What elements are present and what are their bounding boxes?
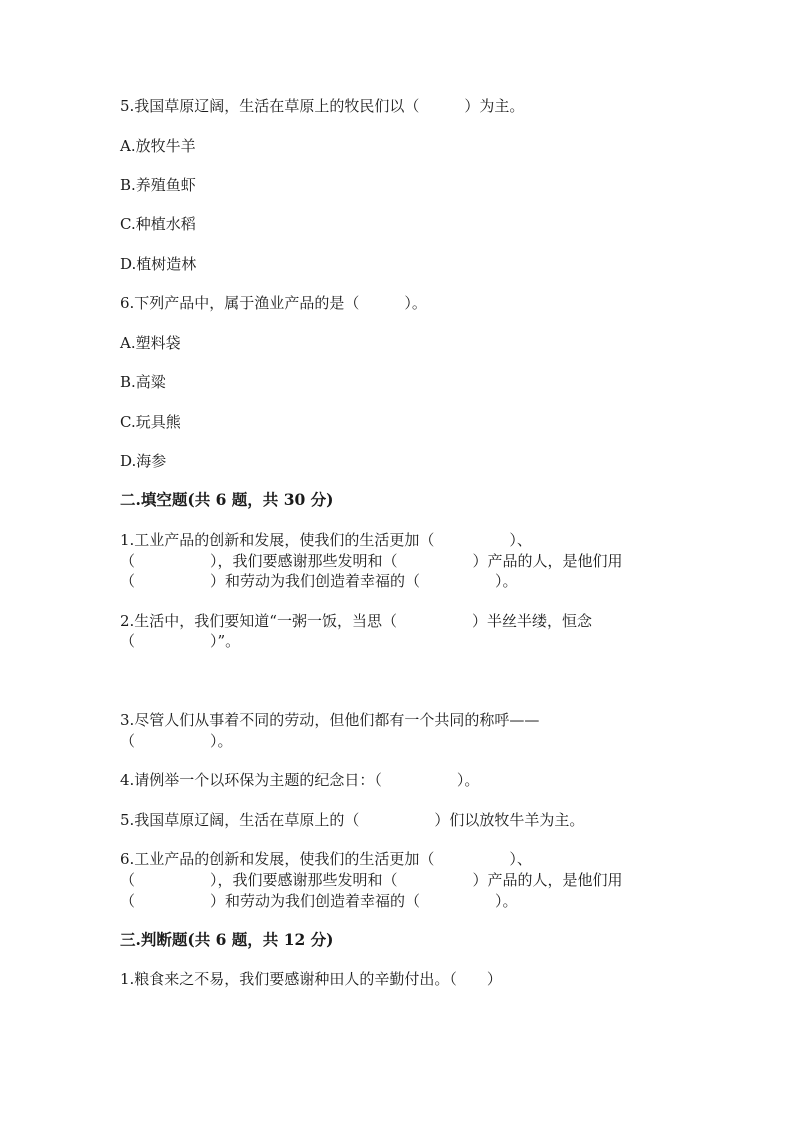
fill-q6-line-2: （ ），我们要感谢那些发明和（ ）产品的人，是他们用 xyxy=(120,871,623,889)
question-6-option-d: D.海参 xyxy=(120,452,167,470)
fill-q3-line-2: （ ）。 xyxy=(120,732,233,750)
fill-section-heading: 二.填空题(共 6 题，共 30 分) xyxy=(120,490,334,509)
fill-q1-line-3: （ ）和劳动为我们创造着幸福的（ ）。 xyxy=(120,572,518,590)
fill-q1-line-1: 1.工业产品的创新和发展，使我们的生活更加（ ）、 xyxy=(120,531,532,549)
question-6-stem: 6.下列产品中，属于渔业产品的是（ ）。 xyxy=(120,294,427,312)
fill-q2-line-2: （ ）”。 xyxy=(120,632,241,650)
question-5-stem: 5.我国草原辽阔，生活在草原上的牧民们以（ ）为主。 xyxy=(120,97,525,115)
question-5-option-b: B.养殖鱼虾 xyxy=(120,176,196,194)
judge-section-heading: 三.判断题(共 6 题，共 12 分) xyxy=(120,930,334,949)
fill-q3-line-1: 3.尽管人们从事着不同的劳动，但他们都有一个共同的称呼—— xyxy=(120,711,540,729)
question-5-option-d: D.植树造林 xyxy=(120,255,197,273)
question-6-option-a: A.塑料袋 xyxy=(120,334,181,352)
question-6-option-b: B.高粱 xyxy=(120,373,166,391)
fill-q5: 5.我国草原辽阔，生活在草原上的（ ）们以放牧牛羊为主。 xyxy=(120,811,585,829)
fill-q6-line-3: （ ）和劳动为我们创造着幸福的（ ）。 xyxy=(120,892,518,910)
fill-q4: 4.请例举一个以环保为主题的纪念日：（ ）。 xyxy=(120,771,480,789)
question-5-option-c: C.种植水稻 xyxy=(120,215,196,233)
fill-q2-line-1: 2.生活中，我们要知道“一粥一饭，当思（ ）半丝半缕，恒念 xyxy=(120,612,592,630)
question-6-option-c: C.玩具熊 xyxy=(120,413,181,431)
judge-q1: 1.粮食来之不易，我们要感谢种田人的辛勤付出。（ ） xyxy=(120,970,502,988)
question-5-option-a: A.放牧牛羊 xyxy=(120,137,196,155)
fill-q1-line-2: （ ），我们要感谢那些发明和（ ）产品的人，是他们用 xyxy=(120,552,623,570)
fill-q6-line-1: 6.工业产品的创新和发展，使我们的生活更加（ ）、 xyxy=(120,850,532,868)
